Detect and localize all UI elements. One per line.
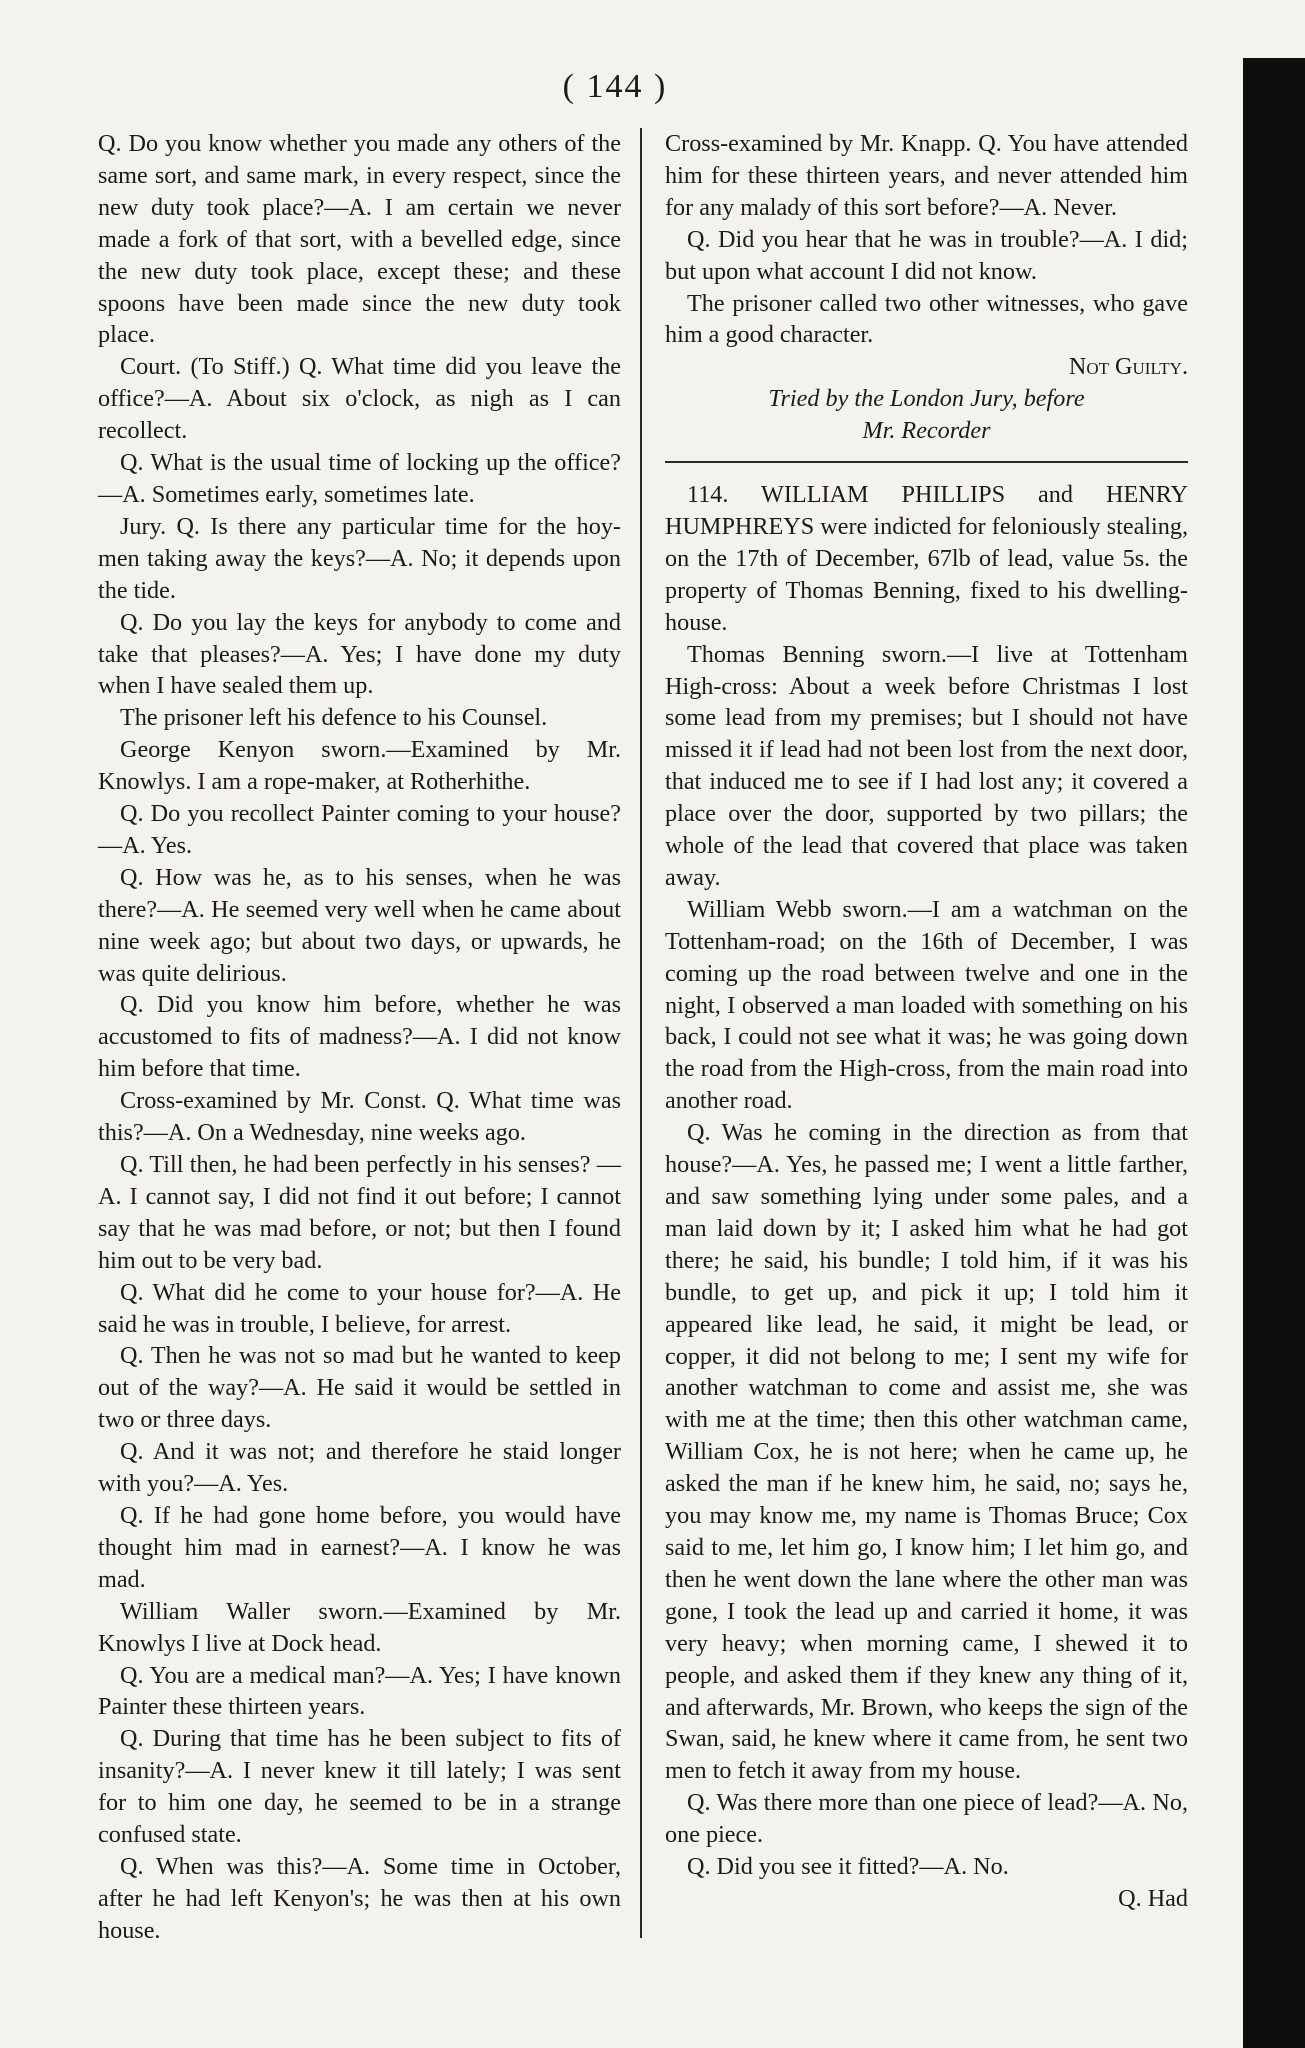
paragraph: Q. Was he coming in the direction as from that house?—A. Yes, he passed me; I went a little farther, and saw something lying under some pales, and a man laid down by it; I asked him what he had got there; he said, his bundle; I told him, if it was his bundle, to get up, and pick it up; I told him it appeared like lead, he said, it might be lead, or copper, it did not belong to me; I sent my wife for another watchman to come and assist me, she was with me at the time; then this other watchman came, William Cox, he is not here; when he came up, he asked the man if he knew him, he said, no; says he, you may know me, my name is Thomas Bruce; Cox said to me, let him go, I know him; I let him go, and then he went down the lane where the other man was gone, I took the lead up and carried it home, it was very heavy; when morning came, I shewed it to people, and asked them if they knew any thing of it, and afterwards, Mr. Brown, who keeps the sign of the Swan, said, he knew where it came from, he sent two men to fetch it away from my house.: [665, 1119, 1188, 1785]
paragraph: Cross-examined by Mr. Const. Q. What time was this?—A. On a Wednesday, nine weeks ago.: [98, 1087, 621, 1147]
paragraph: The prisoner left his defence to his Counsel.: [120, 704, 548, 732]
paragraph: Q. How was he, as to his senses, when he was there?—A. He seemed very well when he came about nine week ago; but about two days, or upwards, he was quite delirious.: [98, 863, 621, 987]
paragraph: Q. Then he was not so mad but he wanted to keep out of the way?—A. He said it would be settled in two or three days.: [98, 1342, 621, 1434]
paragraph: Jury. Q. Is there any particular time for the hoy-men taking away the keys?—A. No; it depends upon the tide.: [98, 512, 621, 604]
paragraph: Q. You are a medical man?—A. Yes; I have known Painter these thirteen years.: [98, 1661, 621, 1721]
paragraph: Q. When was this?—A. Some time in October, after he had left Kenyon's; he was then at his own house.: [98, 1852, 621, 1944]
page-number: ( 144 ): [562, 68, 668, 105]
paragraph: Thomas Benning sworn.—I live at Tottenham High-cross: About a week before Christmas I lost some lead from my premises; but I should not have missed it if lead had not been lost from the next door, that induced me to see if I had lost any; it covered a place over the door, supported by two pillars; the whole of the lead that covered that place was taken away.: [665, 640, 1188, 891]
paragraph: Q. What did he come to your house for?—A. He said he was in trouble, I believe, for arrest.: [98, 1278, 621, 1338]
paragraph: Q. Do you know whether you made any others of the same sort, and same mark, in every respect, since the new duty took place?—A. I am certain we never made a fork of that sort, with a bevelled edge, since the new duty took place, except these; and these spoons have been made since the new duty took place.: [98, 130, 621, 349]
verdict: Not Guilty.: [1068, 353, 1188, 381]
paragraph: Court. (To Stiff.) Q. What time did you leave the office?—A. About six o'clock, as nigh as I can recollect.: [98, 353, 621, 445]
paragraph: Q. Till then, he had been perfectly in his senses? —A. I cannot say, I did not find it out before; I cannot say that he was mad before, or not; but then I found him out to be very bad.: [98, 1151, 621, 1274]
paragraph: Q. Was there more than one piece of lead?—A. No, one piece.: [665, 1789, 1188, 1849]
right-column: [665, 128, 1188, 1915]
paragraph: Cross-examined by Mr. Knapp. Q. You have attended him for these thirteen years, and never attended him for any malady of this sort before?—A. Never.: [665, 130, 1188, 221]
paragraph: Q. During that time has he been subject to fits of insanity?—A. I never knew it till lately; I was sent for to him one day, he seemed to be in a strange confused state.: [98, 1725, 621, 1849]
paragraph: Q. And it was not; and therefore he staid longer with you?—A. Yes.: [98, 1438, 621, 1498]
paragraph: Q. Did you hear that he was in trouble?—A. I did; but upon what account I did not know.: [665, 225, 1188, 285]
paragraph: Q. Do you lay the keys for anybody to come and take that pleases?—A. Yes; I have done my duty when I have sealed them up.: [98, 608, 621, 700]
page-edge-bar: [1243, 58, 1305, 2048]
tried-by-line: Tried by the London Jury, before: [768, 385, 1085, 413]
paragraph: Q. If he had gone home before, you would have thought him mad in earnest?—A. I know he was mad.: [98, 1501, 621, 1593]
paragraph: Q. What is the usual time of locking up the office?—A. Sometimes early, sometimes late.: [98, 449, 621, 508]
paragraph: William Waller sworn.—Examined by Mr. Knowlys I live at Dock head.: [98, 1597, 621, 1657]
paragraph: George Kenyon sworn.—Examined by Mr. Knowlys. I am a rope-maker, at Rotherhithe.: [98, 736, 621, 796]
paragraph: William Webb sworn.—I am a watchman on the Tottenham-road; on the 16th of December, I was coming up the road between twelve and one in the night, I observed a man loaded with something on his back, I could not see what it was; he was going down the road from the High-cross, from the main road into another road.: [665, 895, 1188, 1115]
tried-by-line: Mr. Recorder: [862, 417, 991, 445]
paragraph: Q. Do you recollect Painter coming to your house?—A. Yes.: [98, 800, 621, 859]
catchword: Q. Had: [1118, 1884, 1188, 1912]
paragraph: Q. Did you see it fitted?—A. No.: [687, 1853, 1009, 1881]
column-rule: [640, 128, 642, 1938]
section-divider: [665, 461, 1188, 463]
paragraph: The prisoner called two other witnesses, who gave him a good character.: [665, 289, 1188, 349]
left-column: [98, 128, 621, 1947]
paragraph: Q. Did you know him before, whether he was accustomed to fits of madness?—A. I did not know him before that time.: [98, 991, 621, 1083]
case-heading: 114. WILLIAM PHILLIPS and HENRY HUMPHREYS were indicted for feloniously stealing, on the 17th of December, 67lb of lead, value 5s. the property of Thomas Benning, fixed to his dwelling-house.: [665, 481, 1188, 636]
